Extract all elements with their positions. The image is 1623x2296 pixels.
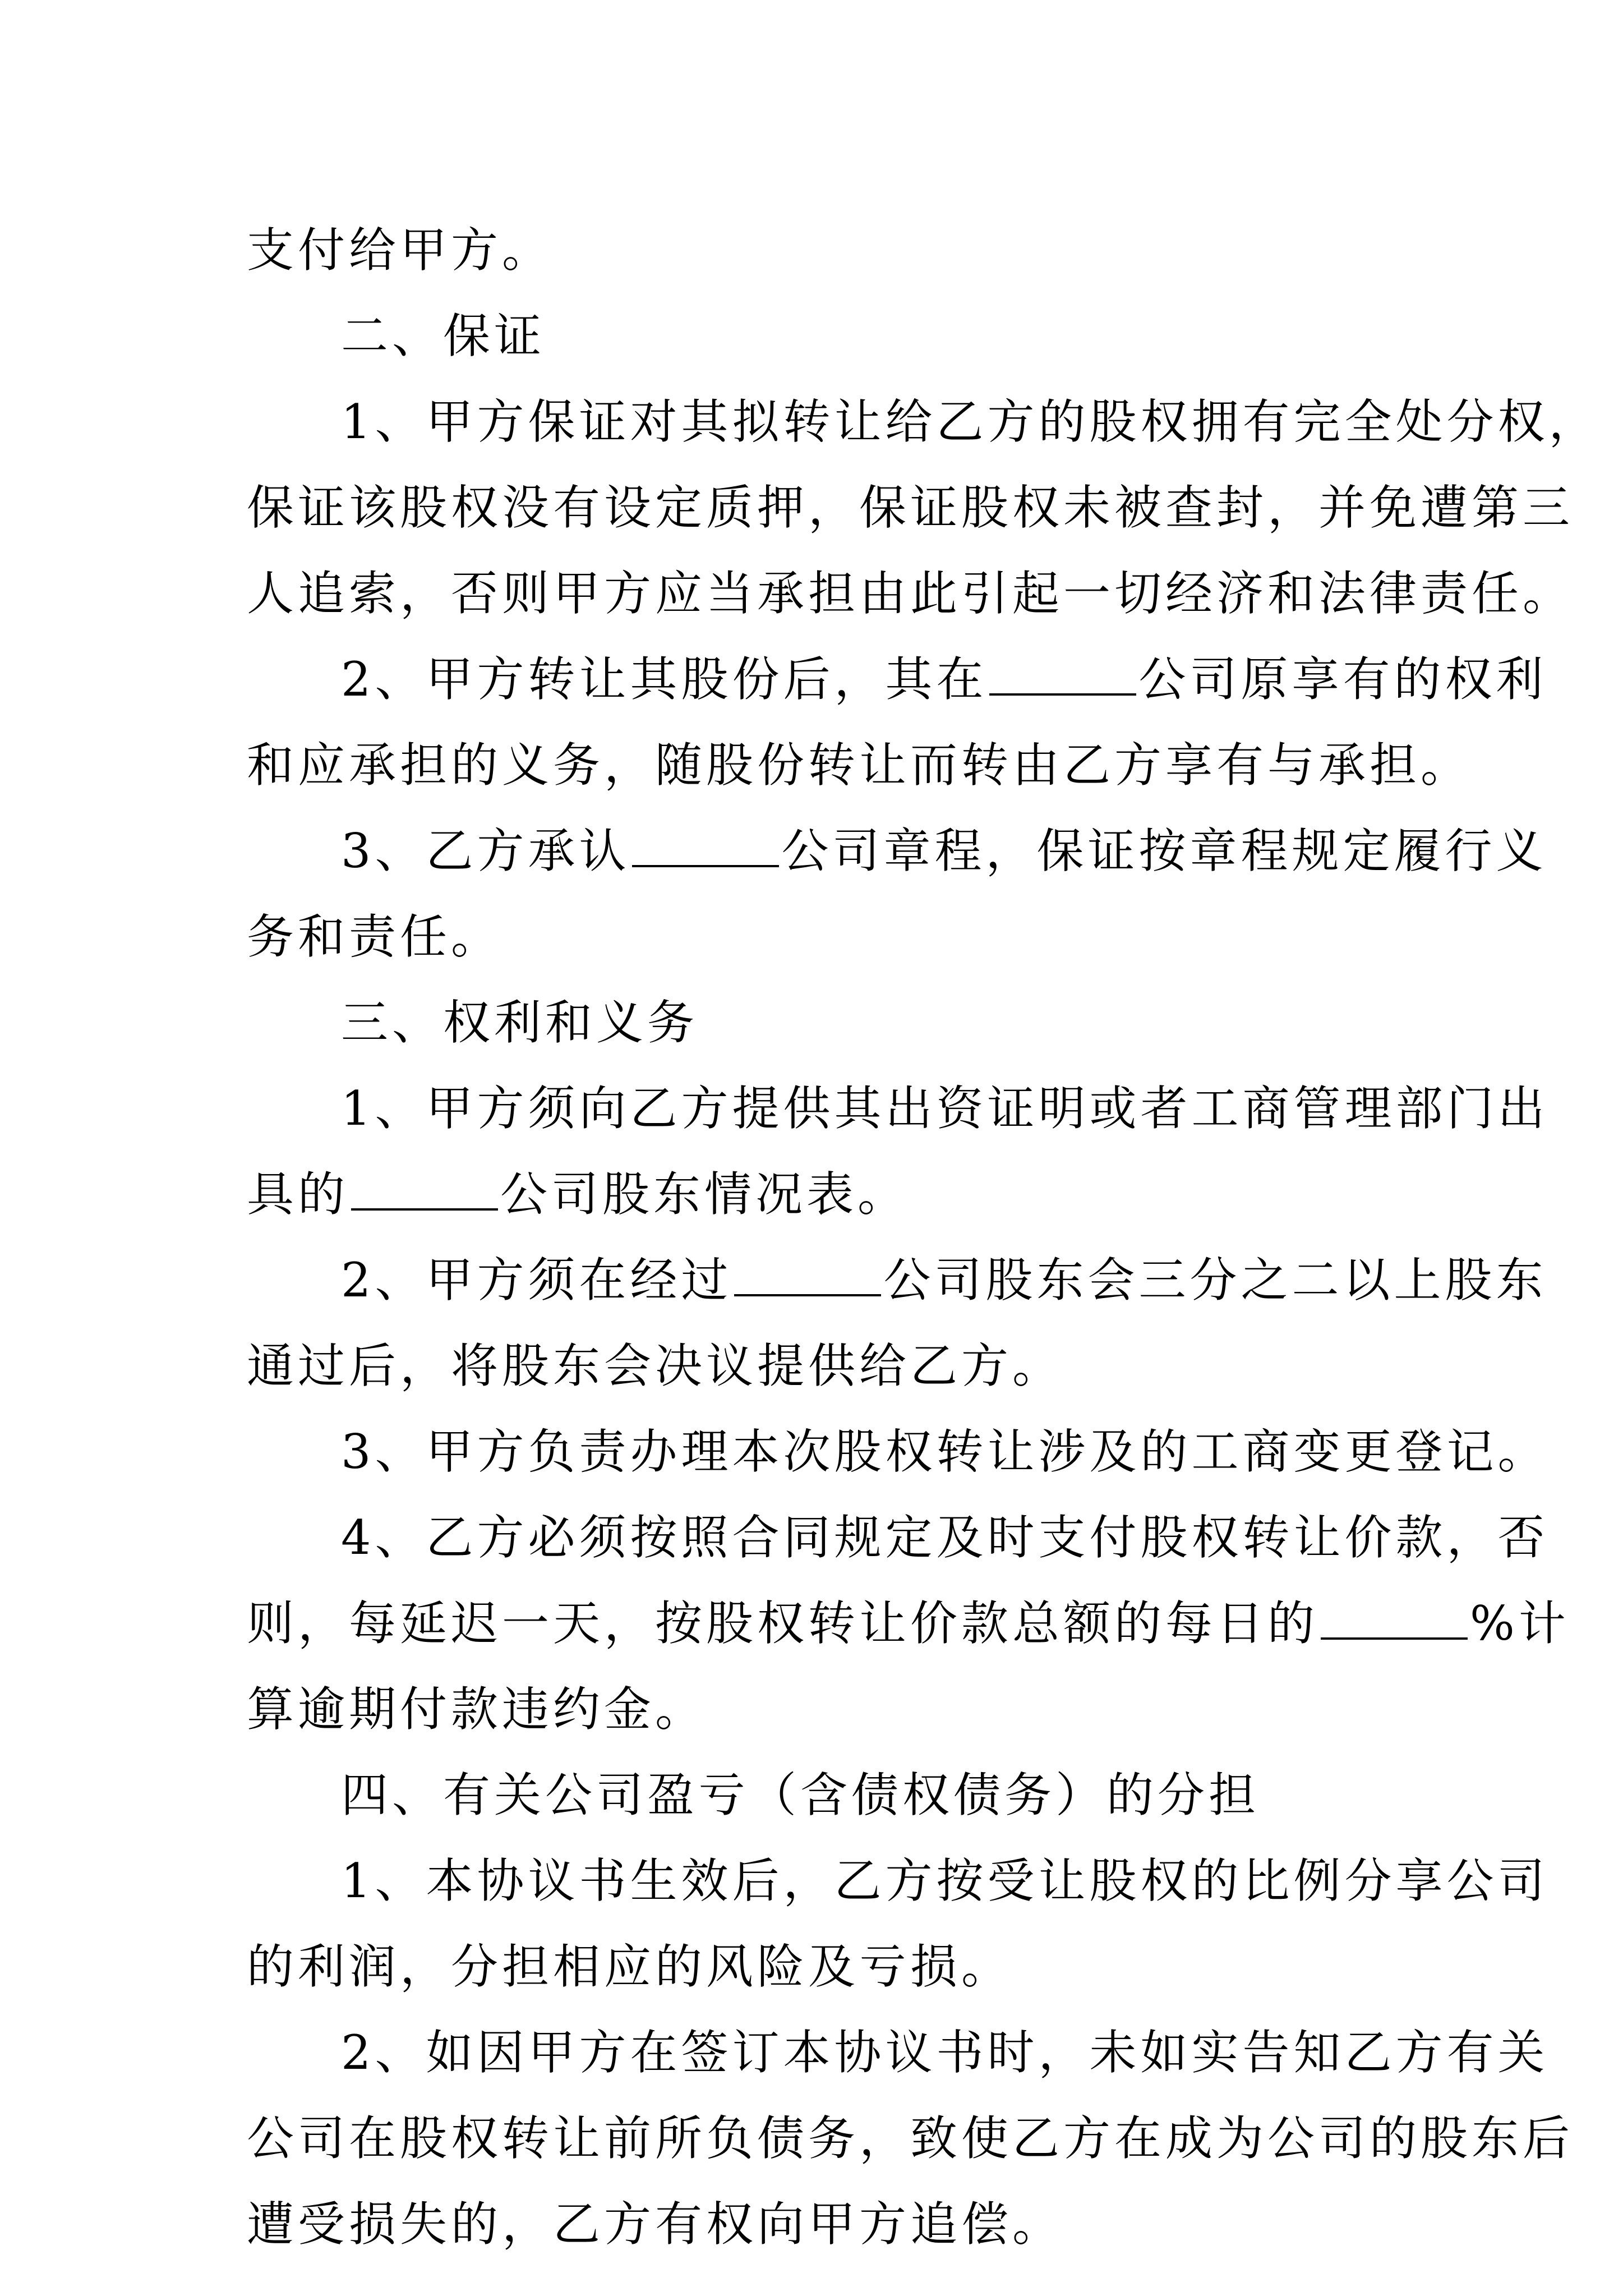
text-line bbox=[247, 637, 1547, 723]
line-text: 支付给甲方。 bbox=[247, 223, 554, 278]
line-text: 2、甲方转让其股份后，其在 bbox=[341, 652, 988, 707]
line-text: 1、甲方须向乙方提供其出资证明或者工商管理部门出 bbox=[341, 1081, 1549, 1136]
line-text: 保证该股权没有设定质押，保证股权未被查封，并免遭第三 bbox=[247, 480, 1574, 535]
line-text: 公司股东情况表。 bbox=[500, 1167, 909, 1222]
line-text: %计 bbox=[1470, 1596, 1570, 1651]
text-line bbox=[247, 723, 1472, 808]
section-heading-rights-obligations bbox=[247, 980, 1380, 1066]
text-line bbox=[247, 2010, 1549, 2096]
line-text: 的利润，分担相应的风险及亏损。 bbox=[247, 1939, 1013, 1994]
line-text: 1、本协议书生效后，乙方按受让股权的比例分享公司 bbox=[341, 1853, 1549, 1908]
line-text: 1、甲方保证对其拟转让给乙方的股权拥有完全处分权， bbox=[341, 394, 1600, 449]
fill-in-blank bbox=[1321, 1598, 1468, 1640]
section-heading-profit-loss bbox=[247, 1752, 1380, 1838]
section-heading-guarantee bbox=[247, 293, 1380, 379]
text-line bbox=[247, 465, 1574, 551]
text-line bbox=[247, 208, 1380, 293]
line-text: 公司原享有的权利 bbox=[1138, 652, 1547, 707]
fill-in-blank bbox=[989, 654, 1136, 696]
line-text: 3、甲方负责办理本次股权转让涉及的工商变更登记。 bbox=[341, 1424, 1549, 1479]
fill-in-blank bbox=[734, 1255, 881, 1296]
fill-in-blank bbox=[351, 1169, 498, 1211]
line-text: 通过后，将股东会决议提供给乙方。 bbox=[247, 1338, 1064, 1393]
line-text: 遭受损失的，乙方有权向甲方追偿。 bbox=[247, 2197, 1064, 2252]
line-text: 3、乙方承认 bbox=[341, 823, 630, 878]
line-text: 公司章程，保证按章程规定履行义 bbox=[781, 823, 1547, 878]
line-text: 公司股东会三分之二以上股东 bbox=[883, 1253, 1547, 1308]
line-text: 4、乙方必须按照合同规定及时支付股权转让价款，否 bbox=[341, 1510, 1549, 1565]
line-text: 人追索，否则甲方应当承担由此引起一切经济和法律责任。 bbox=[247, 566, 1574, 621]
text-line bbox=[247, 1924, 1380, 2010]
text-line bbox=[247, 1667, 1380, 1752]
text-line bbox=[247, 1838, 1549, 1924]
line-text: 算逾期付款违约金。 bbox=[247, 1682, 707, 1737]
line-text: 和应承担的义务，随股份转让而转由乙方享有与承担。 bbox=[247, 738, 1472, 793]
text-line bbox=[247, 1066, 1549, 1152]
text-line bbox=[247, 1581, 1570, 1667]
line-text: 2、甲方须在经过 bbox=[341, 1253, 732, 1308]
text-line bbox=[247, 551, 1574, 637]
document-body bbox=[247, 208, 1600, 2267]
line-text: 务和责任。 bbox=[247, 909, 502, 964]
line-text: 2、如因甲方在签订本协议书时，未如实告知乙方有关 bbox=[341, 2025, 1549, 2080]
text-line bbox=[247, 1409, 1549, 1495]
line-text: 三、权利和义务 bbox=[341, 995, 699, 1050]
text-line bbox=[247, 2096, 1574, 2182]
line-text: 二、保证 bbox=[341, 309, 546, 364]
text-line bbox=[247, 894, 1380, 980]
text-line bbox=[247, 379, 1600, 465]
line-text: 具的 bbox=[247, 1167, 349, 1222]
text-line bbox=[247, 2182, 1380, 2267]
text-line bbox=[247, 808, 1547, 894]
text-line bbox=[247, 1495, 1549, 1581]
text-line bbox=[247, 1323, 1380, 1409]
text-line bbox=[247, 1152, 1380, 1237]
text-line bbox=[247, 1237, 1547, 1323]
line-text: 四、有关公司盈亏（含债权债务）的分担 bbox=[341, 1768, 1260, 1823]
line-text: 公司在股权转让前所负债务，致使乙方在成为公司的股东后 bbox=[247, 2111, 1574, 2166]
fill-in-blank bbox=[632, 826, 779, 867]
line-text: 则，每延迟一天，按股权转让价款总额的每日的 bbox=[247, 1596, 1319, 1651]
